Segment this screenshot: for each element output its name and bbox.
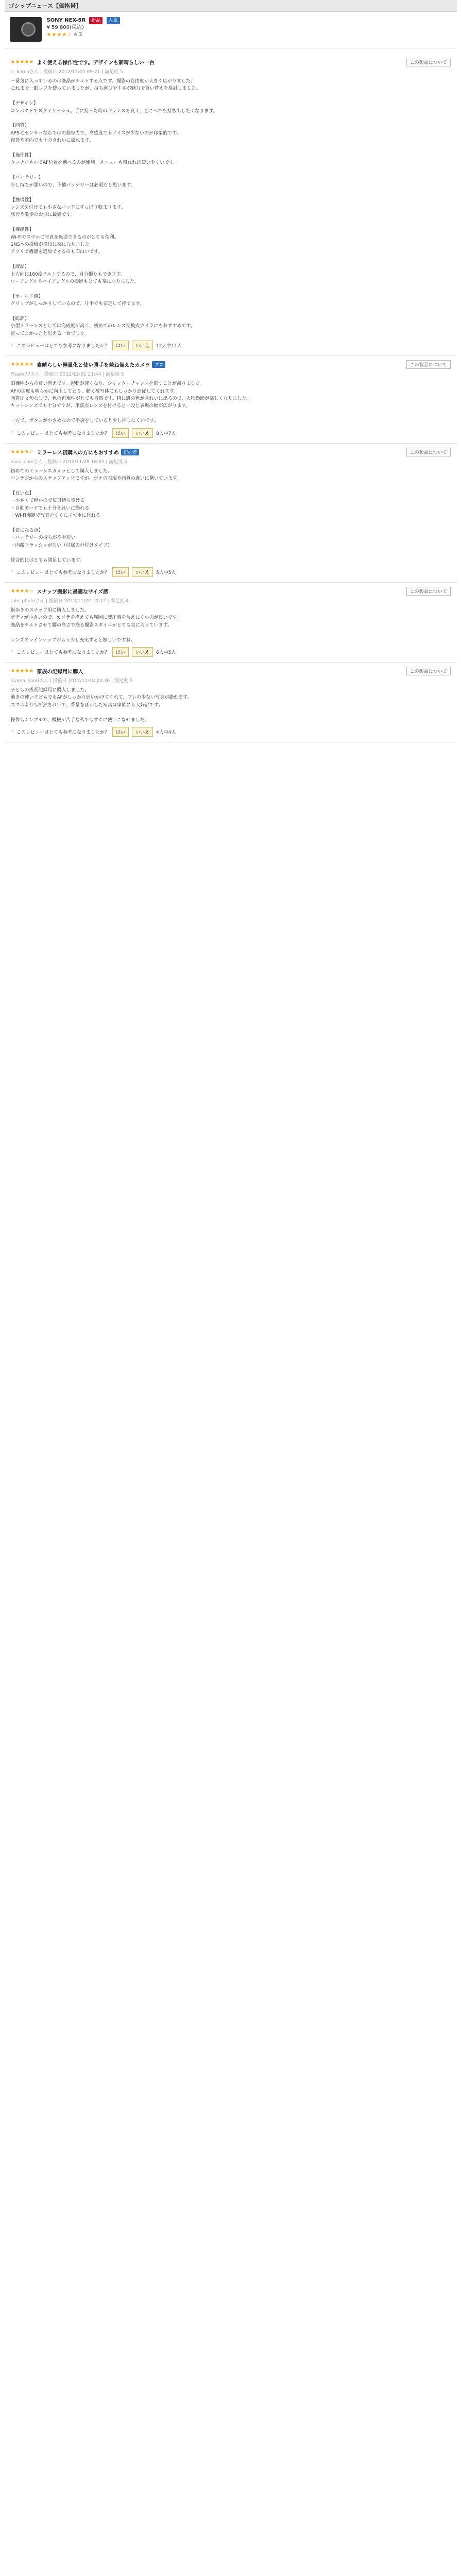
thumbs-up-icon: ☝ (10, 430, 13, 436)
helpful-no-button[interactable]: いいえ (132, 647, 153, 657)
review-item (5, 54, 457, 356)
review-stars: ★★★★★ (10, 668, 34, 674)
helpful-yes-button[interactable]: はい (112, 567, 129, 577)
helpful-no-button[interactable]: いいえ (132, 428, 153, 438)
product-rating-value: 4.3 (74, 32, 82, 38)
camera-thumbnail[interactable] (10, 17, 42, 42)
popular-badge: 人気 (107, 17, 120, 24)
product-info (47, 17, 120, 42)
helpful-no-button[interactable]: いいえ (132, 341, 153, 350)
helpful-bar (11, 341, 451, 350)
page-header (5, 0, 457, 12)
review-title[interactable]: ミラーレス初購入の方にもおすすめ (37, 450, 119, 456)
helpful-count: 8人中7人 (156, 431, 176, 436)
review-author[interactable]: mama_kaoriさん (10, 678, 48, 684)
helpful-yes-button[interactable]: はい (112, 428, 129, 438)
thumbs-up-icon: ☝ (10, 729, 13, 735)
reviewer-badge: プロ (152, 361, 165, 368)
page-title: ゴシップニュース【価格帯】 (8, 3, 82, 9)
review-title[interactable]: 家族の記録用に購入 (37, 669, 83, 675)
review-body: 子どもの成長記録用に購入しました。 動きの速い子どもでもAFがしっかり追いかけてくれて、ブレの少ない写真が撮れます。 スマホよりも断然きれいで、背景をぼかした写真は家族にも大好評です。 操作もシンプルで、機械が苦手な私でもすぐに使いこなせました。 (10, 687, 192, 723)
review-stars: ★★★★☆ (10, 449, 34, 455)
product-summary (5, 12, 457, 45)
review-title[interactable]: スナップ撮影に最適なサイズ感 (37, 589, 109, 595)
review-title[interactable]: 素晴らしい軽量化と使い勝手を兼ね備えたカメラ (37, 363, 150, 369)
review-author[interactable]: tr_kamaさん (10, 70, 39, 75)
helpful-bar (11, 727, 451, 737)
review-item (5, 663, 457, 742)
helpful-no-button[interactable]: いいえ (132, 567, 153, 577)
product-details-button[interactable]: この製品について (406, 448, 451, 456)
review-header (11, 587, 451, 596)
helpful-question: このレビューはとても参考になりましたか？ (16, 344, 109, 349)
helpful-count: 5人中5人 (156, 570, 176, 575)
review-author[interactable]: tabi_photoさん (10, 598, 45, 604)
review-meta: tr_kamaさん | 投稿日 2012/12/05 09:21 | 満足度 5 (10, 70, 123, 75)
thumbs-up-icon: ☝ (10, 569, 13, 575)
reviewer-badge: 初心者 (121, 449, 139, 455)
review-header (11, 667, 451, 675)
review-header (11, 360, 451, 369)
review-body: 一番気に入っているのは液晶がチルトする点です。撮影の自由度が大きく広がりました。 これまで一眼レフを使っていましたが、持ち運びやすさが魅力で買い替えを検討しました。 【デザイン】 コンパクトでスタイリッシュ。手に持った時のバランスも良く、どこへでも持ち出したくなります。 【画質】 APS-Cセンサーならではの描写力で、高感度でもノイズが少ないのが印象的です。 夜景や室内でも十分きれいに撮れます。 【操作性】 タッチパネルでAF位置を選べるのが便利。メニューも慣れれば使いやすいです。 【バッテリー】 少し持ちが悪いので、予備バッテリーは必須だと思います。 【携帯性】 レンズを付けても小さなバッグにすっぽり収まります。 旅行や散歩のお供に最適です。 【機能性】 Wi-Fiでスマホに写真を転送できるのがとても便利。 SNSへの投稿が格段に楽になりました。 アプリで機能を追加できるのも面白いです。 【液晶】 上方向に180度チルトするので、自分撮りもできます。 ローアングルやハイアングルの撮影もとても楽になりました。 【ホールド感】 グリップがしっかりしているので、片手でも安定して持てます。 【総評】 小型ミラーレスとしては完成度が高く、初めてのレンズ交換式カメラにもおすすめです。 買ってよかったと思える一台でした。 (10, 79, 218, 336)
review-item (5, 356, 457, 443)
product-details-button[interactable]: この製品について (406, 360, 451, 369)
review-date: 投稿日 2012/11/18 22:30 | 満足度 5 (53, 678, 133, 684)
review-stars: ★★★★★ (10, 59, 34, 65)
helpful-bar (11, 647, 451, 657)
helpful-yes-button[interactable]: はい (112, 341, 129, 350)
review-body: 街歩きのスナップ用に購入しました。 ボディが小さいので、カメラを構えても周囲に威圧感を与えにくいのが良いです。 液晶をチルトさせて腰の高さで撮る撮影スタイルがとても気に入っています。 レンズのラインナップがもう少し充実すると嬉しいですね。 (10, 607, 181, 643)
helpful-question: このレビューはとても参考になりましたか？ (16, 650, 109, 655)
review-author[interactable]: kazu_camさん (10, 459, 43, 465)
review-meta: mama_kaoriさん | 投稿日 2012/11/18 22:30 | 満足度 5 (10, 678, 133, 684)
review-header (11, 58, 451, 66)
review-page (5, 0, 457, 742)
helpful-question: このレビューはとても参考になりましたか？ (16, 570, 109, 575)
review-meta: Picaro77さん | 投稿日 2012/12/01 21:44 | 満足度 5 (10, 372, 124, 378)
product-rating-stars: ★★★★☆ (46, 32, 73, 38)
review-date: 投稿日 2012/12/01 21:44 | 満足度 5 (44, 372, 124, 378)
review-header (11, 448, 451, 456)
review-date: 投稿日 2012/11/22 10:12 | 満足度 4 (49, 598, 129, 604)
helpful-yes-button[interactable]: はい (112, 647, 129, 657)
helpful-count: 12人中11人 (156, 344, 182, 349)
review-body: 旧機種からの買い替えです。起動が速くなり、シャッターチャンスを逃すことが減りました。 AFの速度も明らかに向上しており、動く被写体にもしっかり追従してくれます。 画質は文句なしで、色の再現性がとても自然です。特に肌の色がきれいに出るので、人物撮影が楽しくなりました。 キットレンズでも十分ですが、単焦点レンズを付けると一段と表現の幅が広がります。 一方で、ボタンが小さめなので手袋をしていると少し押しにくいです。 (10, 381, 251, 424)
helpful-question: このレビューはとても参考になりましたか？ (16, 730, 109, 735)
review-author[interactable]: Picaro77さん (10, 372, 40, 378)
review-meta: kazu_camさん | 投稿日 2012/11/28 18:05 | 満足度 4 (10, 459, 127, 465)
product-details-button[interactable]: この製品について (406, 58, 451, 66)
helpful-count: 6人中5人 (156, 650, 176, 655)
helpful-bar (11, 428, 451, 438)
product-price: ¥ 59,800(税込) (46, 25, 84, 30)
review-stars: ★★★★★ (10, 362, 34, 368)
helpful-yes-button[interactable]: はい (112, 727, 129, 737)
review-date: 投稿日 2012/12/05 09:21 | 満足度 5 (43, 70, 123, 75)
thumbs-up-icon: ☝ (10, 343, 13, 348)
review-stars: ★★★★☆ (10, 588, 34, 594)
camera-lens-icon (21, 22, 36, 37)
thumbs-up-icon: ☝ (10, 649, 13, 655)
review-body: 初めてのミラーレスカメラとして購入しました。 コンデジからのステップアップですが、ボケの表現や画質の違いに驚いています。 【良い点】 ・小さくて軽いので毎日持ち歩ける ・自動モードでも十分きれいに撮れる ・Wi-Fi機能で写真をすぐにスマホに送れる 【気になる点】 ・バッテリーの持ちがやや短い ・内蔵フラッシュがない（付属の外付けタイプ） 総合的にはとても満足しています。 (10, 468, 182, 563)
review-meta: tabi_photoさん | 投稿日 2012/11/22 10:12 | 満足度 4 (10, 598, 129, 604)
product-details-button[interactable]: この製品について (406, 587, 451, 596)
helpful-count: 4人中4人 (156, 730, 176, 735)
new-badge: 新品 (89, 17, 103, 24)
product-name[interactable]: SONY NEX-5R (46, 18, 86, 23)
review-item (5, 444, 457, 583)
review-item (5, 583, 457, 663)
helpful-question: このレビューはとても参考になりましたか？ (16, 431, 109, 436)
review-date: 投稿日 2012/11/28 18:05 | 満足度 4 (47, 459, 127, 465)
helpful-bar (11, 567, 451, 577)
helpful-no-button[interactable]: いいえ (132, 727, 153, 737)
product-details-button[interactable]: この製品について (406, 667, 451, 675)
review-title[interactable]: よく使える操作性です。デザインも素晴らしい一台 (37, 60, 155, 66)
